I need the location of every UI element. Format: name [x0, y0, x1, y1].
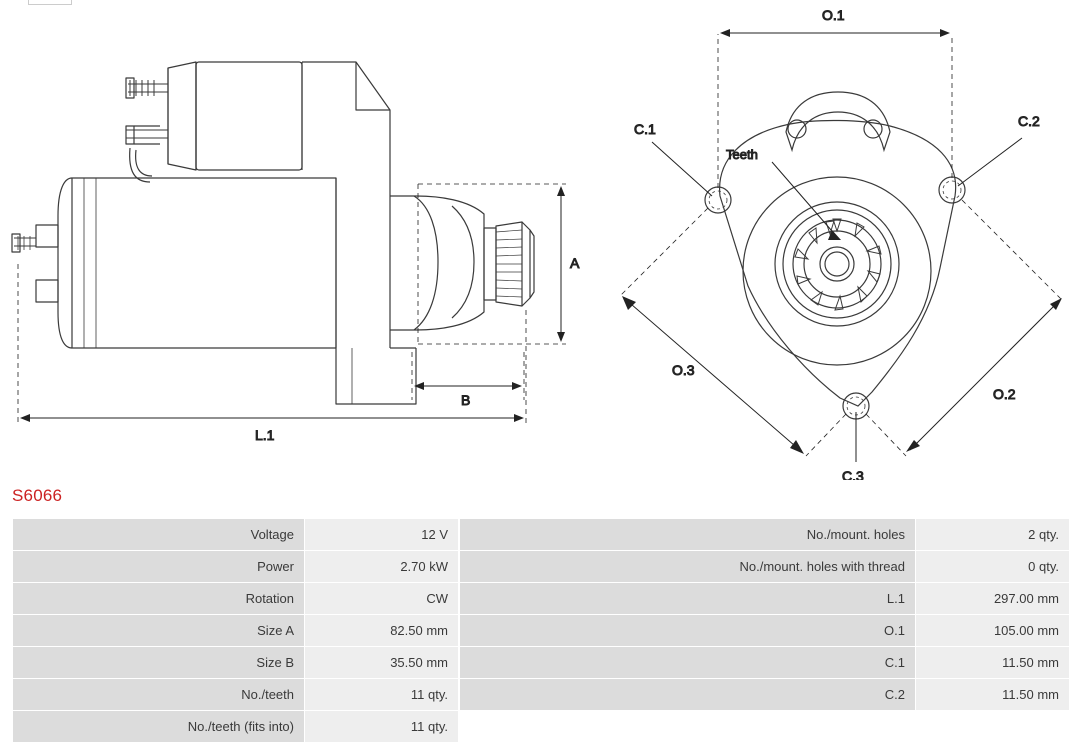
spec-label: O.1: [460, 615, 916, 647]
table-row: [13, 551, 459, 583]
specs-table-left: [12, 518, 459, 743]
table-row: [460, 551, 1070, 583]
spec-label: Size B: [13, 647, 305, 679]
table-row: [460, 519, 1070, 551]
spec-label: Size A: [13, 615, 305, 647]
specifications: [12, 518, 1068, 743]
spec-label: No./teeth (fits into): [13, 711, 305, 743]
table-row: [13, 583, 459, 615]
spec-label: No./mount. holes with thread: [460, 551, 916, 583]
table-row: [460, 583, 1070, 615]
spec-label: Power: [13, 551, 305, 583]
spec-value: 297.00 mm: [916, 583, 1070, 615]
spec-value: 11 qty.: [305, 679, 459, 711]
spec-value: 82.50 mm: [305, 615, 459, 647]
table-row: [13, 711, 459, 743]
dim-label-o2: O.2: [993, 386, 1016, 402]
spec-label: C.1: [460, 647, 916, 679]
table-row: [13, 679, 459, 711]
spec-value: CW: [305, 583, 459, 615]
dim-label-o1: O.1: [822, 7, 845, 23]
spec-label: C.2: [460, 679, 916, 711]
table-row-empty: [460, 711, 1070, 743]
spec-label: Voltage: [13, 519, 305, 551]
table-row: [460, 679, 1070, 711]
product-code: S6066: [12, 486, 63, 505]
table-row: [13, 519, 459, 551]
spec-label: Rotation: [13, 583, 305, 615]
table-row: [460, 615, 1070, 647]
spec-value: 11.50 mm: [916, 679, 1070, 711]
spec-value: 105.00 mm: [916, 615, 1070, 647]
table-row: [13, 615, 459, 647]
starter-side-view: [12, 62, 534, 404]
spec-empty-cell: [916, 711, 1070, 743]
spec-value: 2.70 kW: [305, 551, 459, 583]
front-view-dimensions: [620, 7, 1062, 480]
dim-label-c2: C.2: [1018, 113, 1040, 129]
dim-label-l1: L.1: [255, 427, 275, 443]
spec-label: No./teeth: [13, 679, 305, 711]
specs-table-right: [459, 518, 1070, 743]
dim-label-teeth: Teeth: [726, 147, 758, 162]
side-view-dimensions: [18, 184, 580, 443]
starter-front-view: [705, 92, 965, 419]
spec-value: 35.50 mm: [305, 647, 459, 679]
dim-label-a: A: [570, 255, 580, 271]
dim-label-c1: C.1: [634, 121, 656, 137]
dim-label-b: B: [461, 392, 471, 408]
spec-value: 12 V: [305, 519, 459, 551]
dim-label-o3: O.3: [672, 362, 695, 378]
spec-value: 11 qty.: [305, 711, 459, 743]
spec-value: 11.50 mm: [916, 647, 1070, 679]
spec-label: L.1: [460, 583, 916, 615]
spec-label: No./mount. holes: [460, 519, 916, 551]
spec-empty-cell: [460, 711, 916, 743]
table-row: [460, 647, 1070, 679]
dim-label-c3: C.3: [842, 468, 864, 480]
table-row: [13, 647, 459, 679]
spec-value: 0 qty.: [916, 551, 1070, 583]
spec-value: 2 qty.: [916, 519, 1070, 551]
